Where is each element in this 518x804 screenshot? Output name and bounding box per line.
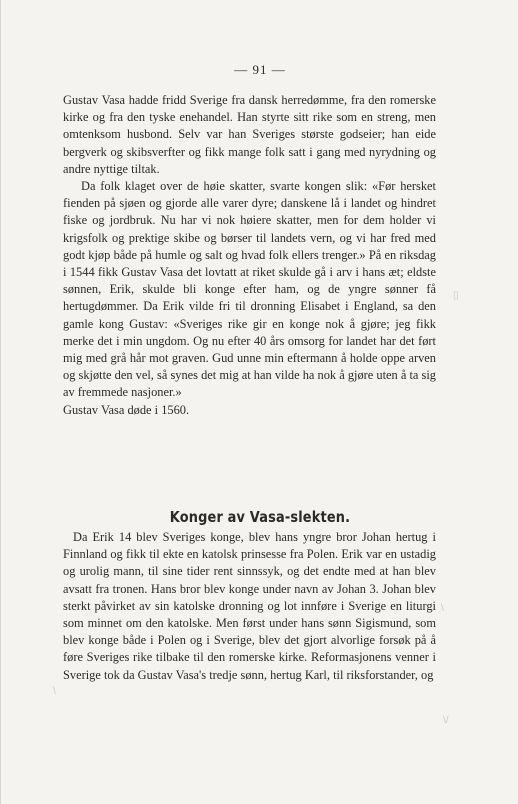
margin-mark: \: [441, 603, 444, 614]
page-number: — 91 —: [234, 62, 286, 77]
paragraph-3: Gustav Vasa døde i 1560.: [63, 402, 190, 417]
paragraph-1: Gustav Vasa hadde fridd Sverige fra dansk herredømme, fra den romerske kirke og fra den tyske enehandel. Han styrte sitt rike som en streng, men omtenksom husbond. Selv var han Sveriges største godseier; han eide bergverk og skibsverfter og fikk mange folk satt i gang med nyrydning og andre nyttige tiltak.: [63, 93, 436, 176]
body-text-bottom: [63, 529, 436, 684]
section-heading: Konger av Vasa-slekten.: [169, 508, 351, 526]
body-text-top: [63, 92, 436, 419]
margin-mark: ▯: [453, 290, 459, 301]
paragraph-2: Da folk klaget over de høie skatter, svarte kongen slik: «Før hersket fienden på sjøen og gjorde alle varer dyre; danskene lå i landet og hindret fiske og jordbruk. Nu har vi nok høiere skatter, men for dem holder vi krigsfolk og prektige skibe og børser til landets vern, og vi har fred med godt kjøp både på humle og salt og hvad folk ellers trenger.» På en riksdag i 1544 fikk Gustav Vasa det lovtatt at riket skulde gå i arv i hans æt; eldste sønnen, Erik, skulde bli konge efter ham, og de yngre sønner få hertugdømmer. Da Erik vilde fri til dronning Elisabet i England, sa den gamle kong Gustav: «Sveriges rike gir en konge nok å gjøre; jeg fikk merke det i min ungdom. Og nu efter 40 års omsorg for landet har det ført mig med grå hår mot graven. Gud unne min eftermann å holde oppe arven og skjøtte den vel, så synes det mig at han vilde ha nok å gjøre uten å ta sig av fremmede nasjoner.»: [63, 179, 436, 400]
paragraph-4: Da Erik 14 blev Sveriges konge, blev hans yngre bror Johan hertug i Finnland og fikk til ekte en katolsk prinsesse fra Polen. Erik var en ustadig og urolig mann, til sine tider rent sinnssyk, og det endte med at han blev avsatt fra tronen. Hans bror blev konge under navn av Johan 3. Johan blev sterkt påvirket av sin katolske dronning og lot innføre i Sverige en liturgi som minnet om den katolske. Men først under hans sønn Sigismund, som blev konge både i Polen og i Sverige, blev det gjort alvorlige forsøk på å føre Sveriges rike tilbake til den romerske kirke. Reformasjonens venner i Sverige tok da Gustav Vasa's tredje sønn, hertug Karl, til riksforstander, og: [63, 530, 436, 682]
margin-mark: \/: [443, 715, 449, 726]
margin-mark: \: [53, 686, 56, 697]
